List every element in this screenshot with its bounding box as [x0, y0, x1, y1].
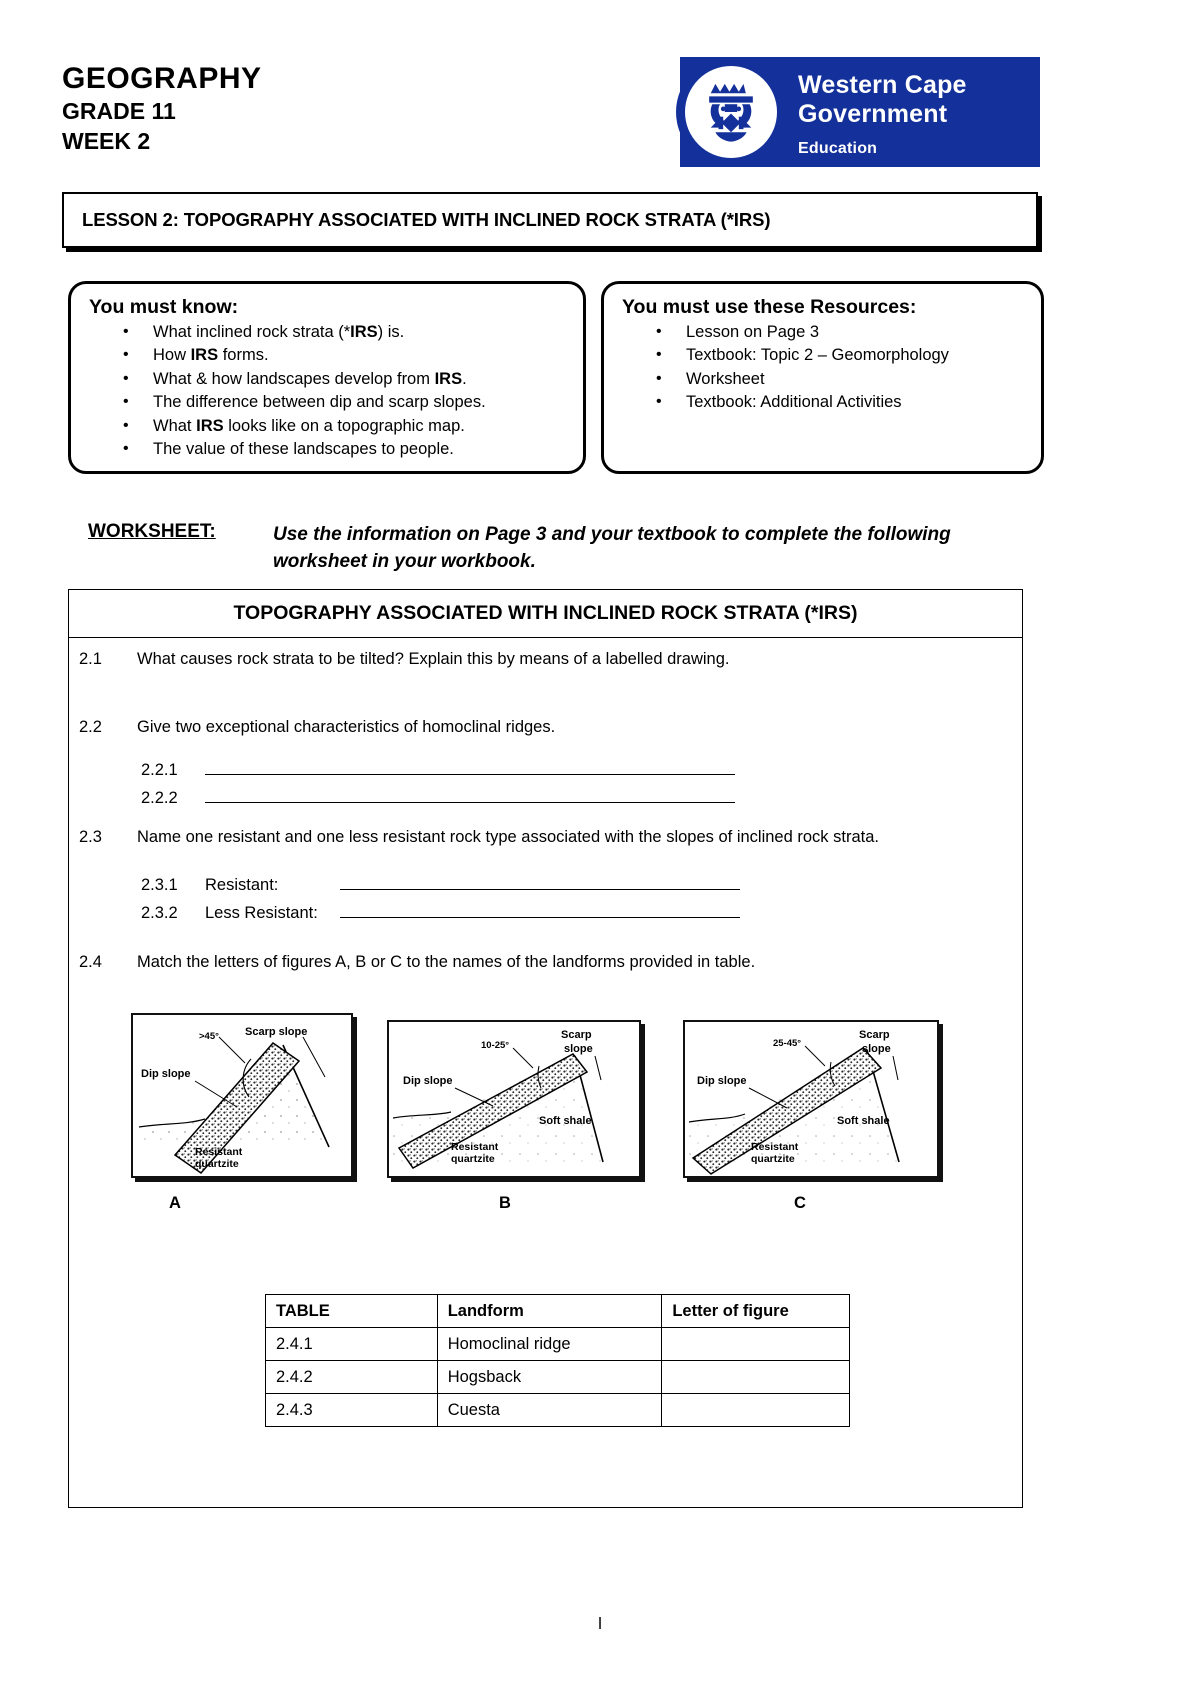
figure-c-letter: C [794, 1194, 806, 1212]
question-2-3 [69, 828, 1009, 847]
svg-text:>45°: >45° [199, 1031, 219, 1042]
answer-row-2-3-2 [141, 901, 740, 923]
svg-text:Scarp slope: Scarp slope [245, 1026, 308, 1038]
logo-line-2: Government [798, 100, 948, 128]
sub-number: 2.3.1 [141, 876, 178, 894]
svg-text:Resistant: Resistant [451, 1141, 499, 1153]
sub-label: Less Resistant: [205, 904, 318, 922]
row-answer-cell[interactable] [662, 1361, 850, 1394]
column-header-table: TABLE [266, 1295, 438, 1328]
figure-c-diagram [685, 1022, 937, 1176]
list-item: • How IRS forms. [115, 344, 583, 367]
lesson-title-bar [62, 192, 1038, 248]
figure-b-letter: B [499, 1194, 511, 1212]
svg-text:Dip slope: Dip slope [697, 1075, 747, 1087]
coat-of-arms-crest-icon [692, 73, 770, 151]
week-title: WEEK 2 [62, 128, 151, 154]
logo-line-3: Education [798, 140, 878, 157]
must-know-box [68, 281, 586, 474]
row-number: 2.4.3 [266, 1394, 438, 1427]
answer-row-2-2-1 [141, 758, 735, 780]
question-text: Name one resistant and one less resistant rock type associated with the slopes of inclined rock strata. [137, 828, 879, 846]
lesson-title-text: LESSON 2: TOPOGRAPHY ASSOCIATED WITH INCLINED ROCK STRATA (*IRS) [82, 209, 771, 230]
svg-text:Resistant: Resistant [195, 1146, 243, 1158]
question-2-1 [69, 650, 1009, 669]
question-text: What causes rock strata to be tilted? Explain this by means of a labelled drawing. [137, 650, 730, 668]
svg-text:quartzite: quartzite [195, 1158, 239, 1170]
header-titles [62, 62, 262, 156]
list-item: • Worksheet [648, 368, 1041, 391]
answer-line[interactable] [205, 786, 735, 803]
resources-box [601, 281, 1044, 474]
row-number: 2.4.1 [266, 1328, 438, 1361]
grade-title: GRADE 11 [62, 98, 176, 124]
list-item: • What IRS looks like on a topographic map. [115, 415, 583, 438]
question-text: Match the letters of figures A, B or C to the names of the landforms provided in table. [137, 953, 756, 971]
resources-list [648, 321, 1041, 415]
sub-number: 2.2.2 [141, 789, 178, 807]
row-number: 2.4.2 [266, 1361, 438, 1394]
resources-heading: You must use these Resources: [622, 296, 917, 318]
svg-text:slope: slope [862, 1043, 891, 1055]
question-number: 2.2 [79, 718, 102, 736]
question-2-2 [69, 718, 1009, 737]
list-item: • The difference between dip and scarp slopes. [115, 391, 583, 414]
svg-text:Resistant: Resistant [751, 1141, 799, 1153]
figure-b [387, 1020, 641, 1178]
question-number: 2.1 [79, 650, 102, 668]
worksheet-instruction-text: Use the information on Page 3 and your textbook to complete the following worksheet in your workbook. [273, 524, 951, 572]
table-header-row [266, 1295, 850, 1328]
worksheet-body [69, 638, 1022, 1507]
page-marker: l [598, 1614, 602, 1633]
answer-line[interactable] [340, 901, 740, 918]
list-item: • What & how landscapes develop from IRS. [115, 368, 583, 391]
crest-circle [676, 57, 786, 167]
list-item: • Textbook: Additional Activities [648, 391, 1041, 414]
answer-row-2-3-1 [141, 873, 740, 895]
answer-row-2-2-2 [141, 786, 735, 808]
svg-text:Soft shale: Soft shale [837, 1115, 890, 1127]
svg-text:Scarp: Scarp [859, 1029, 890, 1041]
figure-a-diagram [133, 1015, 351, 1176]
worksheet-title: TOPOGRAPHY ASSOCIATED WITH INCLINED ROCK STRATA (*IRS) [69, 590, 1022, 638]
row-answer-cell[interactable] [662, 1394, 850, 1427]
landform-table [265, 1294, 850, 1427]
svg-text:quartzite: quartzite [751, 1153, 795, 1165]
answer-line[interactable] [205, 758, 735, 775]
row-landform: Cuesta [437, 1394, 662, 1427]
must-know-list [115, 321, 583, 461]
svg-text:25-45°: 25-45° [773, 1038, 802, 1049]
svg-text:Scarp: Scarp [561, 1029, 592, 1041]
table-row [266, 1361, 850, 1394]
page-footer [0, 1614, 1200, 1634]
question-number: 2.4 [79, 953, 102, 971]
sub-number: 2.3.2 [141, 904, 178, 922]
list-item: • The value of these landscapes to people. [115, 438, 583, 461]
question-number: 2.3 [79, 828, 102, 846]
sub-number: 2.2.1 [141, 761, 178, 779]
subject-title: GEOGRAPHY [62, 62, 262, 95]
list-item: • Lesson on Page 3 [648, 321, 1041, 344]
question-text: Give two exceptional characteristics of homoclinal ridges. [137, 718, 556, 736]
logo-line-1: Western Cape [798, 71, 967, 99]
worksheet-container [68, 589, 1023, 1508]
worksheet-label: WORKSHEET: [88, 521, 216, 542]
list-item: • What inclined rock strata (*IRS) is. [115, 321, 583, 344]
crest-inner-circle [685, 66, 777, 158]
wcg-education-logo [680, 57, 1040, 167]
row-landform: Hogsback [437, 1361, 662, 1394]
worksheet-instruction [88, 521, 1028, 575]
sub-label: Resistant: [205, 876, 279, 894]
figure-a [131, 1013, 353, 1178]
table-row [266, 1328, 850, 1361]
svg-text:10-25°: 10-25° [481, 1040, 510, 1051]
row-answer-cell[interactable] [662, 1328, 850, 1361]
answer-line[interactable] [340, 873, 740, 890]
row-landform: Homoclinal ridge [437, 1328, 662, 1361]
column-header-letter: Letter of figure [662, 1295, 850, 1328]
svg-text:slope: slope [564, 1043, 593, 1055]
figure-b-diagram [389, 1022, 639, 1176]
logo-text-block [798, 71, 967, 158]
column-header-landform: Landform [437, 1295, 662, 1328]
list-item: • Textbook: Topic 2 – Geomorphology [648, 344, 1041, 367]
question-2-4 [69, 953, 1009, 972]
svg-text:quartzite: quartzite [451, 1153, 495, 1165]
must-know-heading: You must know: [89, 296, 239, 318]
svg-text:Dip slope: Dip slope [141, 1068, 191, 1080]
svg-text:Dip slope: Dip slope [403, 1075, 453, 1087]
figure-a-letter: A [169, 1194, 181, 1212]
page-header [0, 0, 1200, 175]
table-row [266, 1394, 850, 1427]
svg-text:Soft shale: Soft shale [539, 1115, 592, 1127]
figure-c [683, 1020, 939, 1178]
